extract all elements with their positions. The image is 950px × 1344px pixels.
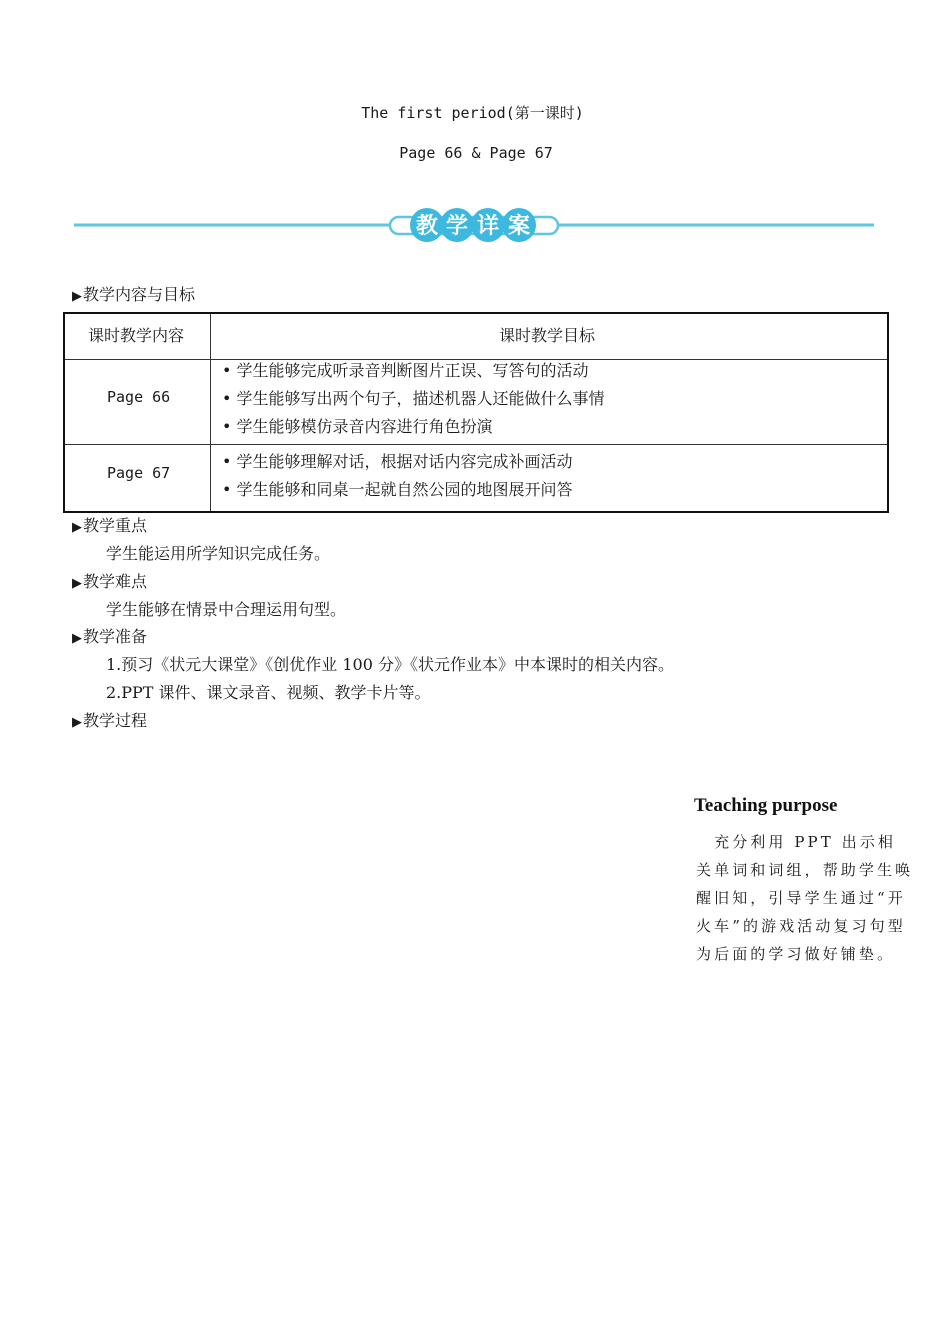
content-goals-table xyxy=(63,312,889,513)
teaching-purpose-line-2: 关单词和词组，帮助学生唤 xyxy=(696,861,914,879)
section-heading-preparation xyxy=(72,624,147,647)
triangle-bullet-icon: ▶ xyxy=(72,520,82,535)
section-heading-text: 教学难点 xyxy=(83,572,148,591)
period-title: The first period(第一课时) xyxy=(361,104,584,122)
preparation-item-2: 2.PPT 课件、课文录音、视频、教学卡片等。 xyxy=(106,683,431,702)
banner-char-3: 详 xyxy=(476,214,500,239)
difficulties-text: 学生能够在情景中合理运用句型。 xyxy=(106,600,347,619)
triangle-bullet-icon: ▶ xyxy=(72,715,82,730)
triangle-bullet-icon: ▶ xyxy=(72,631,82,646)
table-row-1-content: Page 66 xyxy=(107,388,171,406)
teaching-purpose-line-5: 为后面的学习做好铺垫。 xyxy=(696,945,896,963)
table-row-2-content: Page 67 xyxy=(107,464,171,482)
banner-char-4: 案 xyxy=(507,214,531,239)
teaching-purpose-title: Teaching purpose xyxy=(694,795,838,816)
section-heading-text: 教学过程 xyxy=(83,711,148,730)
table-row-1-goal-3: • 学生能够模仿录音内容进行角色扮演 xyxy=(222,417,493,436)
key-points-text: 学生能运用所学知识完成任务。 xyxy=(106,544,331,563)
table-row-2-goal-2: • 学生能够和同桌一起就自然公园的地图展开问答 xyxy=(222,480,573,499)
table-row-1-goal-1: • 学生能够完成听录音判断图片正误、写答句的活动 xyxy=(222,361,589,380)
banner-char-2: 学 xyxy=(445,214,469,239)
section-heading-content-goals xyxy=(72,282,195,305)
lesson-plan-banner xyxy=(74,206,874,246)
table-header-goals: 课时教学目标 xyxy=(499,326,596,345)
table-column-divider xyxy=(210,314,211,511)
section-heading-key-points xyxy=(72,513,147,536)
table-header-content: 课时教学内容 xyxy=(88,326,185,345)
table-row-1-goal-2: • 学生能够写出两个句子，描述机器人还能做什么事情 xyxy=(222,389,605,408)
teaching-purpose-line-1: 充分利用 PPT 出示相 xyxy=(696,833,897,851)
teaching-purpose-line-4: 火车”的游戏活动复习句型 xyxy=(696,917,906,935)
section-heading-process xyxy=(72,708,147,731)
section-heading-text: 教学准备 xyxy=(83,627,148,646)
section-heading-difficulties xyxy=(72,569,147,592)
triangle-bullet-icon: ▶ xyxy=(72,289,82,304)
page-range: Page 66 & Page 67 xyxy=(399,144,553,162)
banner-char-1: 教 xyxy=(415,214,439,239)
section-heading-text: 教学重点 xyxy=(83,516,148,535)
table-row-divider xyxy=(65,444,887,445)
preparation-item-1: 1.预习《状元大课堂》《创优作业 100 分》《状元作业本》中本课时的相关内容。 xyxy=(106,655,674,674)
triangle-bullet-icon: ▶ xyxy=(72,576,82,591)
table-row-2-goal-1: • 学生能够理解对话，根据对话内容完成补画活动 xyxy=(222,452,573,471)
teaching-purpose-line-3: 醒旧知，引导学生通过“开 xyxy=(696,889,906,907)
section-heading-text: 教学内容与目标 xyxy=(83,285,196,304)
